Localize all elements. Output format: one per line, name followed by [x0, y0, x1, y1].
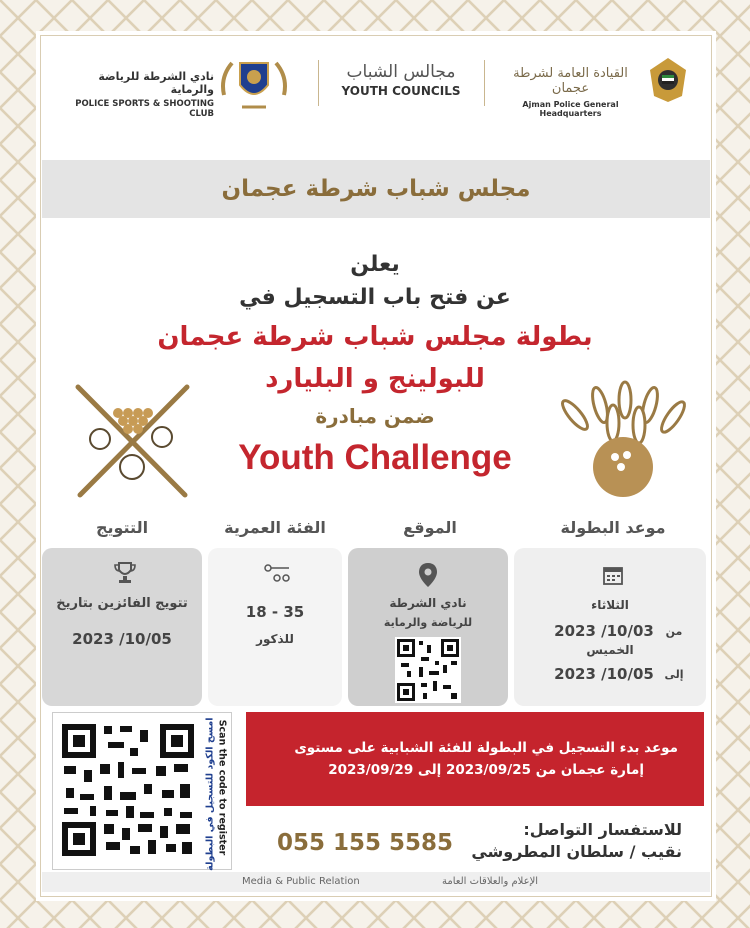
youth-councils-en: YOUTH COUNCILS	[341, 84, 461, 98]
registration-dates-band	[246, 712, 704, 806]
col-title-age: الفئة العمرية	[224, 518, 326, 537]
club-logo-text	[62, 70, 214, 119]
qr-caption-ar: امسح الكود للتسجيل في البطولة	[204, 717, 216, 871]
qr-caption	[196, 717, 228, 871]
award-date: 2023 /10/05	[72, 630, 172, 648]
location-qr-code[interactable]	[395, 637, 461, 703]
footer-left: Media & Public Relation	[242, 876, 360, 887]
footer-right: الإعلام والعلاقات العامة	[442, 876, 539, 887]
announce-line-5: ضمن مبادرة	[315, 404, 435, 428]
footer-bar	[42, 872, 710, 892]
calendar-icon	[602, 564, 624, 586]
banner-title: مجلس شباب شرطة عجمان	[221, 176, 531, 202]
announce-line-1: يعلن	[350, 252, 400, 277]
youth-councils-logo	[336, 62, 466, 98]
date-to-value: 2023 /10/05	[554, 665, 654, 683]
col-title-award: التتويج	[95, 518, 149, 537]
hq-name-ar: القيادة العامة لشرطة عجمان	[513, 66, 628, 96]
title-banner	[42, 160, 710, 218]
club-emblem-icon	[218, 55, 290, 113]
trophy-icon	[112, 560, 138, 586]
club-name-en: POLICE SPORTS & SHOOTING CLUB	[75, 99, 214, 119]
header-divider-2	[484, 60, 485, 106]
location-line-1: نادي الشرطة	[389, 596, 467, 610]
announce-line-4: للبولينج و البليارد	[265, 364, 485, 394]
club-name-ar: نادي الشرطة للرياضة والرماية	[98, 70, 214, 96]
contact-label: للاستفسار التواصل:	[523, 820, 682, 839]
people-icon	[262, 562, 292, 586]
youth-challenge-title: Youth Challenge	[238, 438, 512, 477]
band-line-1: موعد بدء التسجيل في البطولة للفئة الشبابية على مستوى	[294, 740, 678, 756]
col-title-date: موعد البطولة	[560, 518, 666, 537]
contact-phone[interactable]: 055 155 5585	[276, 830, 454, 856]
age-range: 18 - 35	[245, 603, 305, 621]
date-day-2: الخميس	[586, 643, 634, 657]
age-gender: للذكور	[256, 632, 294, 646]
hq-logo-text	[498, 66, 643, 118]
date-to-label: إلى	[664, 668, 684, 681]
uae-emblem-icon	[646, 56, 690, 104]
qr-caption-en: Scan the code to register	[216, 719, 228, 856]
date-day-1: الثلاثاء	[591, 598, 629, 612]
announce-line-2: عن فتح باب التسجيل في	[239, 285, 511, 310]
date-from-value: 2023 /10/03	[554, 622, 654, 640]
location-pin-icon	[418, 562, 438, 588]
hq-name-en: Ajman Police General Headquarters	[522, 100, 619, 118]
youth-councils-ar: مجالس الشباب	[346, 62, 456, 82]
band-line-2: إمارة عجمان من 2023/09/25 إلى 2023/09/29	[328, 762, 644, 778]
col-title-location: الموقع	[403, 518, 457, 537]
registration-qr-code[interactable]	[60, 722, 196, 858]
header-divider-1	[318, 60, 319, 106]
date-from-label: من	[665, 625, 683, 638]
location-line-2: للرياضة والرماية	[383, 616, 473, 629]
award-text: تتويج الفائزين بتاريخ	[56, 596, 188, 611]
contact-name: نقيب / سلطان المطروشي	[471, 842, 682, 861]
announce-line-3: بطولة مجلس شباب شرطة عجمان	[157, 322, 593, 352]
